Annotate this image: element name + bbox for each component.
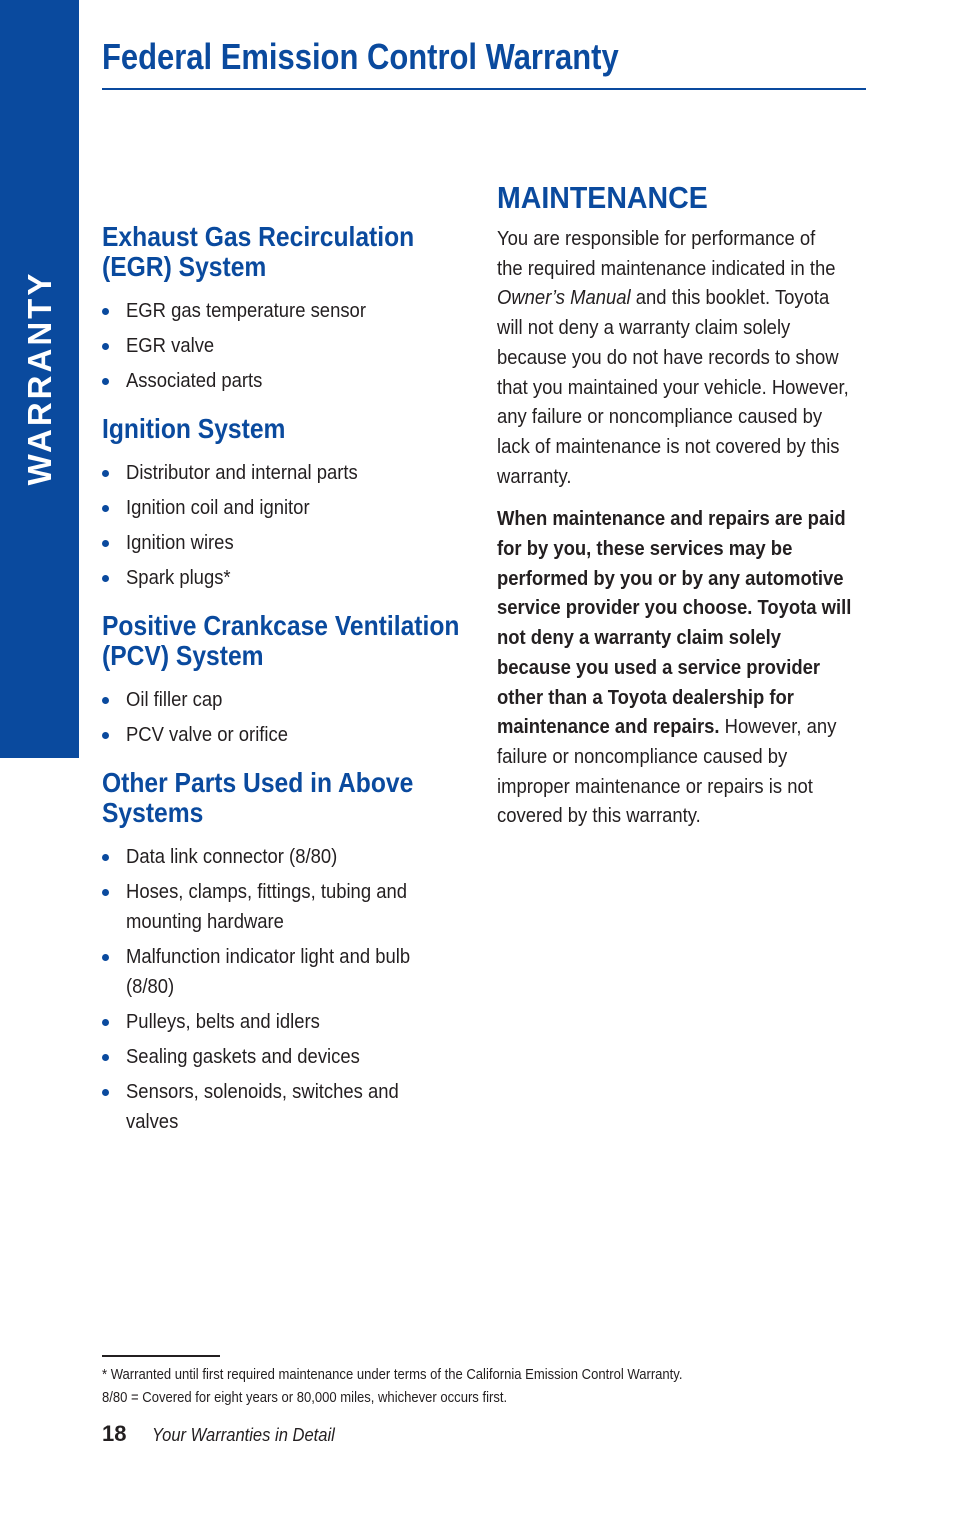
section-heading-line: Systems [102, 797, 204, 828]
section-heading [102, 414, 419, 444]
list-item-text: mounting hardware [126, 910, 284, 933]
side-tab-label: WARRANTY [21, 270, 58, 486]
text-line: that you maintained your vehicle. However, [497, 375, 849, 399]
section-heading [102, 222, 419, 282]
maintenance-paragraph-2 [497, 504, 872, 831]
bullet-list [102, 296, 462, 396]
footnotes [102, 1364, 747, 1410]
section-heading-line: Positive Crankcase Ventilation [102, 610, 460, 641]
text-line: will not deny a warranty claim solely [497, 316, 791, 340]
maintenance-paragraph-1 [497, 224, 872, 491]
section-heading-line: (PCV) System [102, 640, 264, 671]
list-item [102, 1077, 462, 1137]
bullet-dot-icon [102, 1054, 109, 1061]
text-line: covered by this warranty. [497, 804, 701, 828]
text-line-bold: performed by you or by any automotive [497, 566, 844, 590]
section-heading [102, 768, 419, 828]
list-item-text: Oil filler cap [126, 688, 223, 711]
bullet-dot-icon [102, 1019, 109, 1026]
bullet-dot-icon [102, 1089, 109, 1096]
text-fragment-bold: maintenance and repairs. [497, 715, 720, 739]
list-item [102, 366, 462, 396]
list-item [102, 1042, 462, 1072]
text-line [497, 712, 835, 742]
list-item-text: EGR gas temperature sensor [126, 299, 366, 322]
list-item [102, 842, 462, 872]
side-tab [0, 0, 79, 758]
list-item-text: Ignition wires [126, 531, 234, 554]
running-footer-title: Your Warranties in Detail [152, 1425, 336, 1445]
list-item [102, 528, 462, 558]
list-item-text: Malfunction indicator light and bulb [126, 945, 411, 968]
footnote-8-80: 8/80 = Covered for eight years or 80,000 miles, whichever occurs first. [102, 1390, 508, 1406]
list-item-text: Ignition coil and ignitor [126, 496, 310, 519]
page-number: 18 [102, 1421, 127, 1446]
section-heading [102, 610, 460, 671]
list-item [102, 331, 462, 361]
text-line-bold: other than a Toyota dealership for [497, 685, 794, 709]
text-line-bold: for by you, these services may be [497, 537, 793, 561]
text-line: because you do not have records to show [497, 345, 839, 369]
bullet-dot-icon [102, 697, 109, 704]
text-line: lack of maintenance is not covered by this [497, 434, 840, 458]
list-item-text: EGR valve [126, 334, 215, 357]
bullet-dot-icon [102, 378, 109, 385]
list-item [102, 458, 462, 488]
list-item [102, 1007, 462, 1037]
text-line: improper maintenance or repairs is not [497, 774, 813, 798]
maintenance-heading: MAINTENANCE [497, 180, 708, 215]
list-item-text: PCV valve or orifice [126, 723, 289, 746]
bullet-dot-icon [102, 575, 109, 582]
list-item-text: Data link connector (8/80) [126, 845, 338, 868]
owners-manual-title: Owner’s Manual [497, 286, 631, 310]
text-line: the required maintenance indicated in the [497, 256, 836, 280]
text-line-bold: service provider you choose. Toyota will [497, 596, 852, 620]
page-footer [102, 1421, 351, 1447]
list-item-text: Sealing gaskets and devices [126, 1045, 360, 1068]
text-line: warranty. [497, 464, 572, 488]
list-item [102, 563, 462, 593]
list-item-text: Associated parts [126, 369, 263, 392]
bullet-dot-icon [102, 505, 109, 512]
list-item-text: Spark plugs* [126, 566, 231, 589]
section-heading-line: (EGR) System [102, 251, 267, 282]
bullet-list [102, 685, 462, 750]
list-item-text: Hoses, clamps, fittings, tubing and [126, 880, 407, 903]
list-item-text: Sensors, solenoids, switches and [126, 1080, 399, 1103]
bullet-dot-icon [102, 308, 109, 315]
title-rule [102, 88, 866, 90]
bullet-list [102, 458, 462, 593]
footnote-spark-plugs: * Warranted until first required maintenance under terms of the California Emission Control Warranty. [102, 1367, 683, 1383]
list-item [102, 493, 462, 523]
bullet-dot-icon [102, 343, 109, 350]
bullet-dot-icon [102, 854, 109, 861]
bullet-dot-icon [102, 732, 109, 739]
text-line: any failure or noncompliance caused by [497, 405, 823, 429]
section-heading-line: Other Parts Used in Above [102, 767, 414, 798]
footnote-rule [102, 1355, 220, 1357]
left-column [102, 222, 462, 1155]
right-column [497, 180, 872, 844]
list-item-text: (8/80) [126, 975, 175, 998]
text-line: failure or noncompliance caused by [497, 744, 788, 768]
bullet-dot-icon [102, 470, 109, 477]
list-item [102, 720, 462, 750]
text-fragment: However, any [719, 715, 837, 739]
text-line-bold: because you used a service provider [497, 655, 821, 679]
text-line [497, 283, 835, 313]
list-item-text: Distributor and internal parts [126, 461, 358, 484]
text-line-bold: When maintenance and repairs are paid [497, 507, 846, 531]
list-item [102, 942, 462, 1002]
bullet-dot-icon [102, 889, 109, 896]
bullet-dot-icon [102, 954, 109, 961]
text-line: You are responsible for performance of [497, 227, 816, 250]
list-item [102, 685, 462, 715]
bullet-dot-icon [102, 540, 109, 547]
section-heading-line: Ignition System [102, 413, 286, 444]
text-line-bold: not deny a warranty claim solely [497, 626, 782, 650]
bullet-list [102, 842, 462, 1137]
text-fragment: and this booklet. Toyota [630, 286, 830, 310]
list-item [102, 296, 462, 326]
page-title: Federal Emission Control Warranty [102, 36, 619, 77]
list-item-text: Pulleys, belts and idlers [126, 1010, 320, 1033]
section-heading-line: Exhaust Gas Recirculation [102, 221, 415, 252]
list-item [102, 877, 462, 937]
list-item-text: valves [126, 1110, 179, 1133]
